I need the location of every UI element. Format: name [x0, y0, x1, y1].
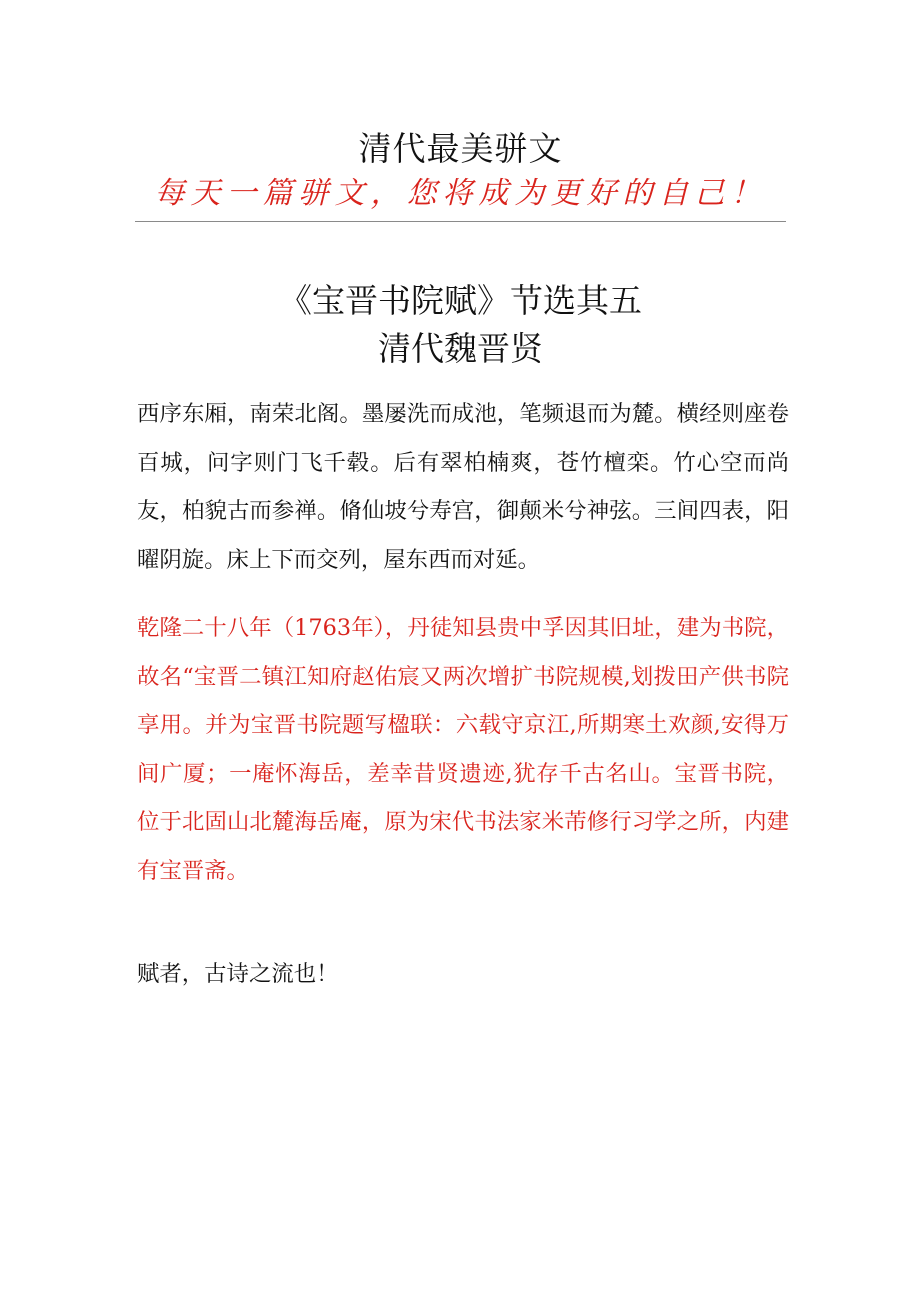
closing-line: 赋者，古诗之流也！ [137, 961, 339, 987]
poem-author: 清代魏晋贤 [378, 329, 543, 368]
slogan: 每天一篇骈文，您将成为更好的自己！ [154, 176, 767, 211]
poem-title: 《宝晋书院赋》节选其五 [279, 281, 642, 320]
site-title: 清代最美骈文 [358, 129, 563, 168]
poem-heading [135, 278, 786, 372]
excerpt-paragraph: 西序东厢，南荣北阁。墨屡洗而成池，笔频退而为麓。横经则座卷百城，问字则门飞千毂。后有翠柏楠爽，苍竹檀栾。竹心空而尚友，柏貌古而参禅。脩仙坡兮寿宫，御颠米兮神弦。三间四表，阳曜阴旋。床上下而交列，屋东西而对延。 [137, 401, 789, 573]
page-header [135, 126, 786, 216]
header-divider [135, 221, 786, 222]
background-paragraph: 乾隆二十八年（1763年），丹徒知县贵中孚因其旧址，建为书院，故名“宝晋二镇江知府赵佑宸又两次增扩书院规模,划拨田产供书院享用。并为宝晋书院题写楹联：六载守京江,所期寒土欢颜,安得万间广厦；一庵怀海岳，差幸昔贤遗迹,犹存千古名山。宝晋书院，位于北固山北麓海岳庵，原为宋代书法家米芾修行习学之所，内建有宝晋斋。 [137, 615, 789, 884]
